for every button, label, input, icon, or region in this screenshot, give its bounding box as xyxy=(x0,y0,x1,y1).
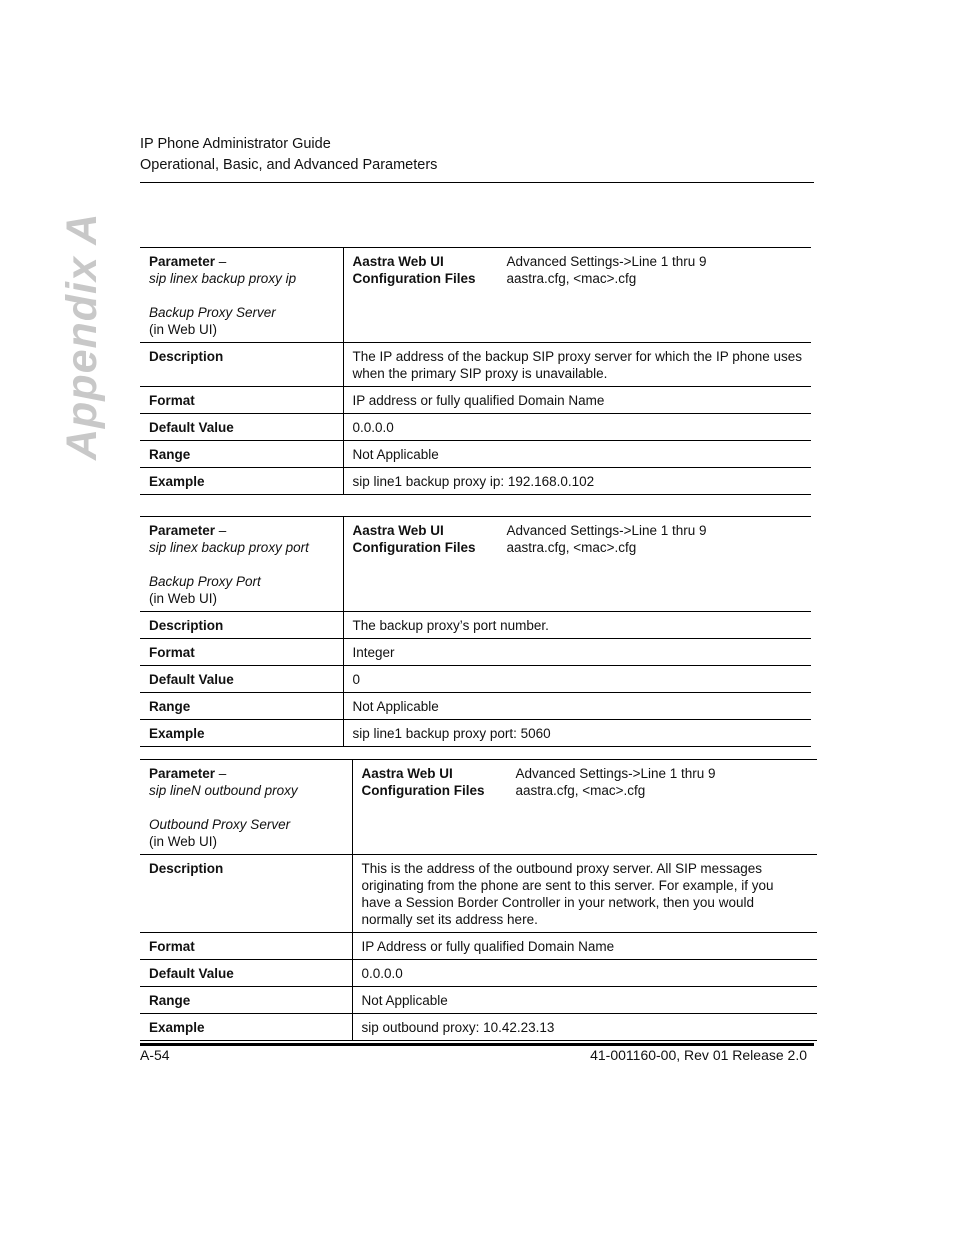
default-value: 0.0.0.0 xyxy=(343,414,811,441)
example-value: sip outbound proxy: 10.42.23.13 xyxy=(352,1014,817,1041)
header-rule xyxy=(140,182,814,183)
table-row-default xyxy=(140,960,817,987)
appendix-side-tab: Appendix A xyxy=(58,212,106,460)
parameter-label: Parameter xyxy=(149,766,216,781)
format-label: Format xyxy=(140,639,343,666)
dash: – xyxy=(215,766,227,781)
table-row-description xyxy=(140,855,817,933)
example-label: Example xyxy=(140,720,343,747)
description-label: Description xyxy=(140,612,343,639)
table-row-range xyxy=(140,441,811,468)
format-value: Integer xyxy=(343,639,811,666)
default-value: 0 xyxy=(343,666,811,693)
range-label: Range xyxy=(140,987,352,1014)
web-ui-name: Outbound Proxy Server xyxy=(149,817,291,832)
example-value: sip line1 backup proxy port: 5060 xyxy=(343,720,811,747)
table-row-example xyxy=(140,1014,817,1041)
description-value: The IP address of the backup SIP proxy server for which the IP phone uses when the primary SIP proxy is unavailable. xyxy=(343,343,811,387)
range-value: Not Applicable xyxy=(343,441,811,468)
description-label: Description xyxy=(140,855,352,933)
web-ui-path: Advanced Settings->Line 1 thru 9 xyxy=(506,523,707,538)
param-name: sip linex backup proxy port xyxy=(149,540,309,555)
example-value: sip line1 backup proxy ip: 192.168.0.102 xyxy=(343,468,811,495)
aastra-web-ui-label: Aastra Web UI xyxy=(361,766,453,781)
table-row-format xyxy=(140,933,817,960)
web-ui-name: Backup Proxy Server xyxy=(149,305,276,320)
format-label: Format xyxy=(140,387,343,414)
param-table-outbound-proxy xyxy=(140,759,817,1041)
aastra-web-ui-label: Aastra Web UI xyxy=(352,254,444,269)
dash: – xyxy=(215,523,227,538)
parameter-label: Parameter xyxy=(149,254,216,269)
table-row-example xyxy=(140,468,811,495)
description-value: This is the address of the outbound proxy server. All SIP messages originating from the phone are sent to this server. For example, if you have a Session Border Controller in your network, then you would normally set its address here. xyxy=(352,855,817,933)
in-web-ui-label: (in Web UI) xyxy=(149,591,218,606)
format-label: Format xyxy=(140,933,352,960)
range-value: Not Applicable xyxy=(352,987,817,1014)
range-label: Range xyxy=(140,693,343,720)
header-subtitle: Operational, Basic, and Advanced Parameters xyxy=(140,157,438,173)
example-label: Example xyxy=(140,468,343,495)
in-web-ui-label: (in Web UI) xyxy=(149,322,218,337)
range-value: Not Applicable xyxy=(343,693,811,720)
table-row-example xyxy=(140,720,811,747)
config-files-value: aastra.cfg, <mac>.cfg xyxy=(506,540,637,555)
doc-id: 41-001160-00, Rev 01 Release 2.0 xyxy=(590,1047,807,1063)
web-ui-path: Advanced Settings->Line 1 thru 9 xyxy=(515,766,716,781)
format-value: IP address or fully qualified Domain Name xyxy=(343,387,811,414)
table-row-description xyxy=(140,343,811,387)
example-label: Example xyxy=(140,1014,352,1041)
default-value-label: Default Value xyxy=(140,666,343,693)
parameter-label: Parameter xyxy=(149,523,216,538)
default-value: 0.0.0.0 xyxy=(352,960,817,987)
config-files-label: Configuration Files xyxy=(361,783,485,798)
param-table-backup-proxy-ip xyxy=(140,247,811,495)
table-row-parameter xyxy=(140,517,811,612)
table-row-default xyxy=(140,414,811,441)
description-value: The backup proxy’s port number. xyxy=(343,612,811,639)
table-row-parameter xyxy=(140,760,817,855)
table-row-format xyxy=(140,387,811,414)
default-value-label: Default Value xyxy=(140,414,343,441)
config-files-label: Configuration Files xyxy=(352,271,476,286)
table-row-parameter xyxy=(140,248,811,343)
table-row-range xyxy=(140,693,811,720)
table-row-description xyxy=(140,612,811,639)
format-value: IP Address or fully qualified Domain Name xyxy=(352,933,817,960)
table-row-default xyxy=(140,666,811,693)
web-ui-name: Backup Proxy Port xyxy=(149,574,261,589)
config-files-value: aastra.cfg, <mac>.cfg xyxy=(506,271,637,286)
description-label: Description xyxy=(140,343,343,387)
table-row-format xyxy=(140,639,811,666)
web-ui-path: Advanced Settings->Line 1 thru 9 xyxy=(506,254,707,269)
config-files-label: Configuration Files xyxy=(352,540,476,555)
param-table-backup-proxy-port xyxy=(140,516,811,747)
param-name: sip lineN outbound proxy xyxy=(149,783,298,798)
dash: – xyxy=(215,254,227,269)
config-files-value: aastra.cfg, <mac>.cfg xyxy=(515,783,646,798)
page-number: A-54 xyxy=(140,1047,170,1063)
in-web-ui-label: (in Web UI) xyxy=(149,834,218,849)
table-row-range xyxy=(140,987,817,1014)
header-title: IP Phone Administrator Guide xyxy=(140,136,331,152)
default-value-label: Default Value xyxy=(140,960,352,987)
aastra-web-ui-label: Aastra Web UI xyxy=(352,523,444,538)
range-label: Range xyxy=(140,441,343,468)
footer-rule xyxy=(140,1043,814,1046)
param-name: sip linex backup proxy ip xyxy=(149,271,297,286)
